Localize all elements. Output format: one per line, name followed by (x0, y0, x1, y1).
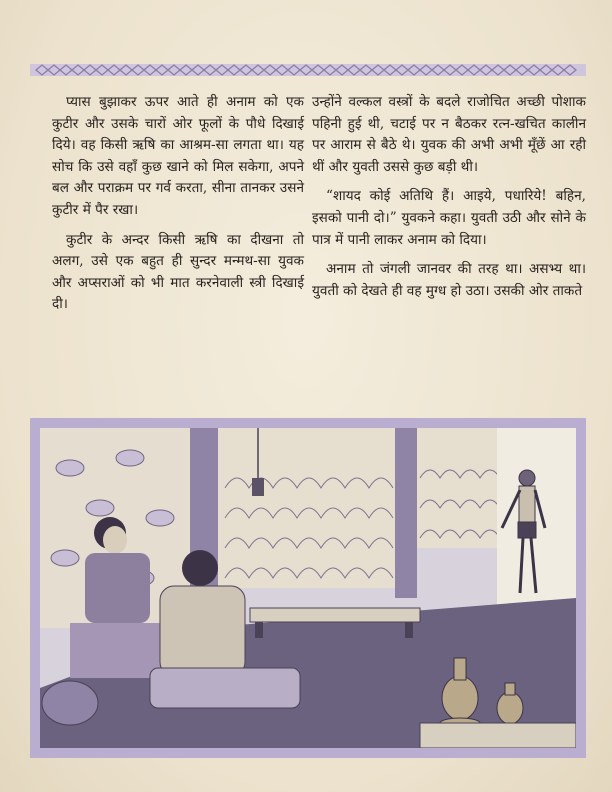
text-column-right (312, 92, 586, 310)
hanging-lamp (252, 478, 264, 496)
paragraph: उन्होंने वल्कल वस्त्रों के बदले राजोचित अच्छी पोशाक पहिनी हुई थी, चटाई पर न बैठकर रत्न-खचित कालीन पर आराम से बैठे थे। युवक की अभी अभी मूँछें आ रही थीं और युवती उससे कुछ बड़ी थी। (312, 94, 586, 175)
paragraph: कुटीर के अन्दर किसी ऋषि का दीखना तो अलग, उसे एक बहुत ही सुन्दर मन्मथ-सा युवक और अप्सराओं को भी मात करनेवाली स्त्री दिखाई दी। (52, 231, 304, 313)
pillar (395, 428, 417, 598)
cushion (42, 681, 98, 725)
decorative-border-strip (30, 62, 586, 78)
paragraph: अनाम तो जंगली जानवर की तरह था। असभ्य था। युवती को देखते ही वह मुग्ध हो उठा। उसकी ओर ताकते (312, 261, 586, 299)
illustration-frame (30, 418, 586, 758)
illustration-scene (40, 428, 576, 748)
text-column-left (52, 92, 304, 324)
tray-table (420, 723, 576, 748)
low-divan (250, 608, 420, 622)
paragraph: “शायद कोई अतिथि हैं। आइये, पधारिये! बहिन, इसको पानी दो।” युवकने कहा। युवती उठी और सोने के पात्र में पानी लाकर अनाम को दिया। (312, 188, 586, 248)
paragraph: प्यास बुझाकर ऊपर आते ही अनाम को एक कुटीर और उसके चारों ओर फूलों के पौधे दिखाई दिये। वह किसी ऋषि का आश्रम-सा लगता था। यह सोच कि उसे वहाँ कुछ खाने को मिल सकेगा, अपने बल और पराक्रम पर गर्व करता, सीना तानकर उसने कुटीर में पैर रखा। (52, 94, 304, 218)
